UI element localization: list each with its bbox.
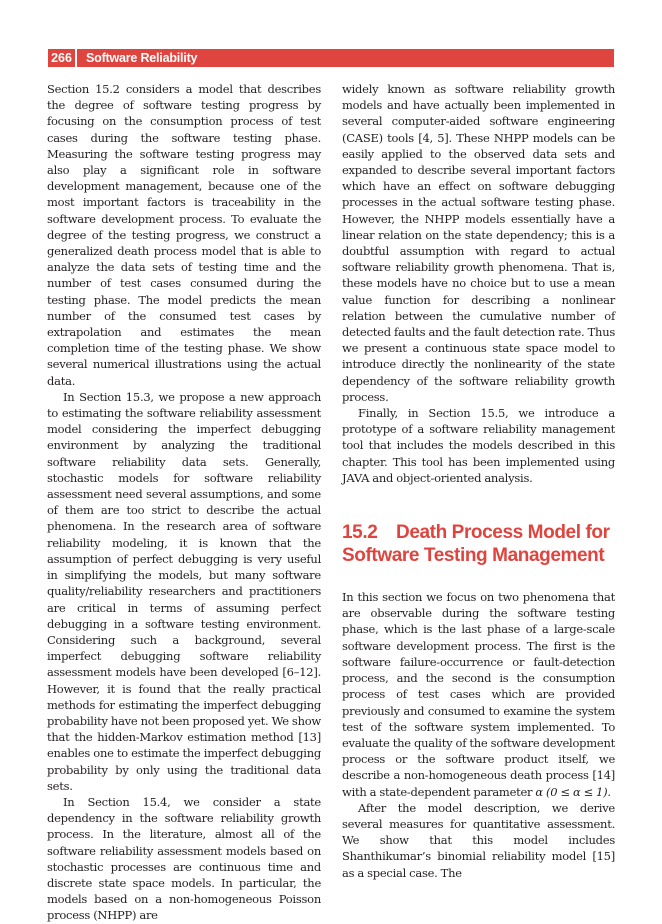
page-number: 266 [48,49,77,67]
section-paragraph-2: After the model description, we derive several measures for quantitative assessment. We show that this model includes Shanthikumar’s binomial reliability model [15] as a special case. The [342,800,615,880]
intro-paragraph-section-15-2: Section 15.2 considers a model that describes the degree of software testing progress by focusing on the consumption process of test cases during the software testing phase. Measuring the software testing progress may also play a significant role in software development management, because one of the most important factors is traceability in the software development process. To evaluate the degree of the testing progress, we construct a generalized death process model that is able to analyze the data sets of testing time and the number of test cases consumed during the testing phase. The model predicts the mean number of the consumed test cases by extrapolation and estimates the mean completion time of the testing phase. We show several numerical illustrations using the actual data. [47,82,321,388]
intro-paragraph-section-15-5: Finally, in Section 15.5, we introduce a prototype of a software reliability management tool that includes the models described in this chapter. This tool has been implemented using JAVA and object-oriented analysis. [342,406,615,485]
running-header [48,49,614,67]
section-number: 15.2 [342,522,378,544]
section-heading [342,521,615,567]
intro-paragraph-section-15-4: In Section 15.4, we consider a state dependency in the software reliability growth process. In the literature, almost all of the software reliability assessment models based on stochastic processes are continuous time and discrete state space models. In particular, the models based on a non-homogeneous Poisson process (NHPP) are [47,794,321,923]
intro-paragraph-continued: widely known as software reliability growth models and have actually been implemented in several computer-aided software engineering (CASE) tools [4, 5]. These NHPP models can be easily applied to the observed data sets and expanded to describe several important factors which have an effect on software debugging processes in the actual software testing phase. However, the NHPP models essentially have a linear relation on the state dependency; this is a doubtful assumption with regard to actual software reliability growth phenomena. That is, these models have no choice but to use a mean value function for describing a nonlinear relation between the cumulative number of detected faults and the fault detection rate. Thus we present a continuous state space model to introduce directly the nonlinearity of the state dependency of the software reliability growth process. [342,82,615,404]
section-paragraph-1-text: In this section we focus on two phenomena that are observable during the software testing phase, which is the last phase of a large-scale software development process. The first is the software failure-occurrence or fault-detection process, and the second is the consumption process of test cases which are provided previously and consumed to examine the system test of the software system implemented. To evaluate the quality of the software development process or the software product itself, we describe a non-homogeneous death process [14] with a state-dependent parameter [342,590,615,799]
intro-paragraph-section-15-3: In Section 15.3, we propose a new approach to estimating the software reliability assessment model considering the imperfect debugging environment by analyzing the traditional software reliability data sets. Generally, stochastic models for software reliability assessment need several assumptions, and some of them are too strict to describe the actual phenomena. In the research area of software reliability modeling, it is known that the assumption of perfect debugging is very useful in simplifying the models, but many software quality/reliability researchers and practitioners are critical in terms of assuming perfect debugging in a software testing environment. Considering such a background, several imperfect debugging software reliability assessment models have been developed [6–12]. However, it is found that the really practical methods for estimating the imperfect debugging probability have not been proposed yet. We show that the hidden-Markov estimation method [13] enables one to estimate the imperfect debugging probability by only using the traditional data sets. [47,389,321,793]
section-paragraph-1 [342,589,615,800]
running-title: Software Reliability [86,51,198,65]
left-column [47,81,321,924]
right-column [342,81,615,881]
section-title: Death Process Model for Software Testing Management [342,522,610,567]
alpha-parameter-math: α (0 ≤ α ≤ 1). [535,784,611,799]
